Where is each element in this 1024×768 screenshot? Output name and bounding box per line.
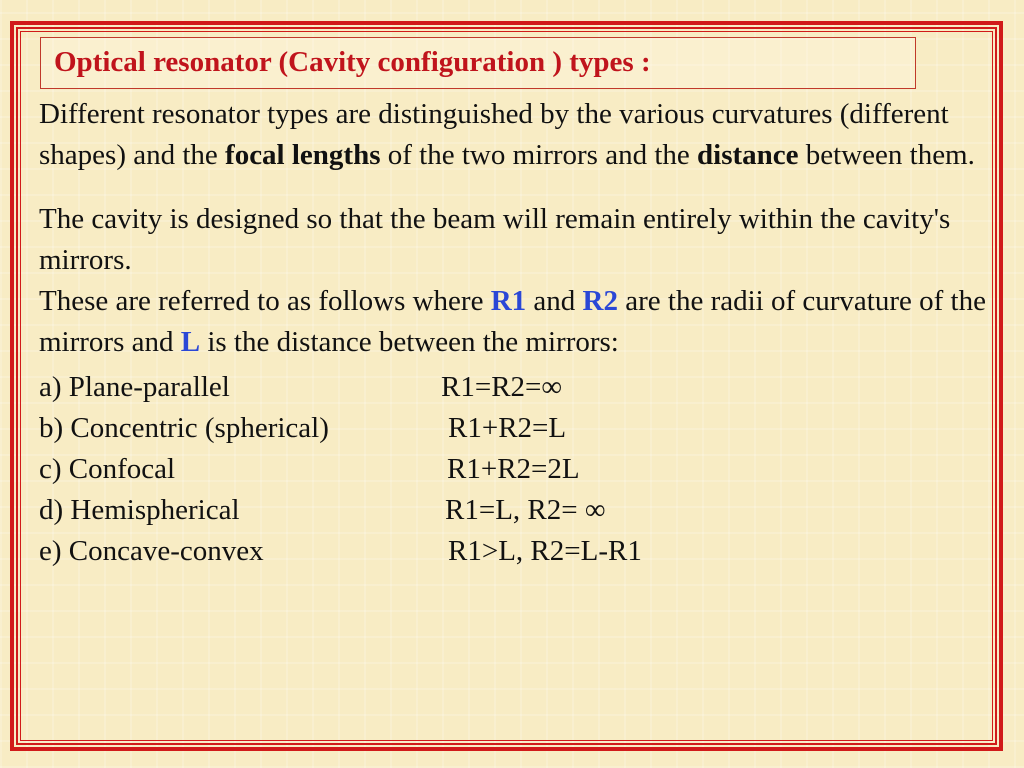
- title-box: [40, 37, 916, 89]
- distance-term: distance: [697, 139, 799, 171]
- list-item: [39, 449, 989, 490]
- list-item: [39, 408, 989, 449]
- paragraph1-text-2: of the two mirrors and the: [380, 139, 698, 171]
- paragraph2-text-3: are the radii of curvature of the mirrors and: [39, 285, 986, 358]
- list-item: [39, 531, 989, 572]
- paragraph-resonator-types: [39, 94, 989, 176]
- r2-symbol: R2: [582, 285, 618, 317]
- cavity-types-list: [39, 367, 989, 572]
- type-formula: R1=R2=∞: [441, 371, 563, 403]
- type-label: b) Concentric (spherical): [39, 412, 329, 444]
- focal-lengths-term: focal lengths: [225, 139, 381, 171]
- type-formula: R1+R2=2L: [447, 453, 580, 485]
- l-symbol: L: [180, 326, 201, 358]
- slide-title: Optical resonator (Cavity configuration ) types :: [54, 46, 651, 78]
- type-label: a) Plane-parallel: [39, 371, 230, 403]
- paragraph1-text-3: between them.: [798, 139, 975, 171]
- list-item: [39, 367, 989, 408]
- paragraph1-text-1: Different resonator types are distinguished by the various curvatures (different shapes) and the: [39, 98, 949, 171]
- type-formula: R1>L, R2=L-R1: [448, 535, 642, 567]
- type-label: d) Hemispherical: [39, 494, 240, 526]
- paragraph-cavity-design: [39, 199, 989, 363]
- paragraph2-line1: The cavity is designed so that the beam will remain entirely within the cavity's mirrors.: [39, 203, 951, 276]
- type-label: e) Concave-convex: [39, 535, 264, 567]
- type-label: c) Confocal: [39, 453, 176, 485]
- paragraph2-text-4: is the distance between the mirrors:: [200, 326, 619, 358]
- slide-content: [39, 94, 989, 572]
- type-formula: R1=L, R2= ∞: [445, 494, 606, 526]
- paragraph2-text-1: These are referred to as follows where: [39, 285, 491, 317]
- type-formula: R1+R2=L: [448, 412, 567, 444]
- paragraph2-text-2: and: [526, 285, 583, 317]
- list-item: [39, 490, 989, 531]
- r1-symbol: R1: [490, 285, 527, 317]
